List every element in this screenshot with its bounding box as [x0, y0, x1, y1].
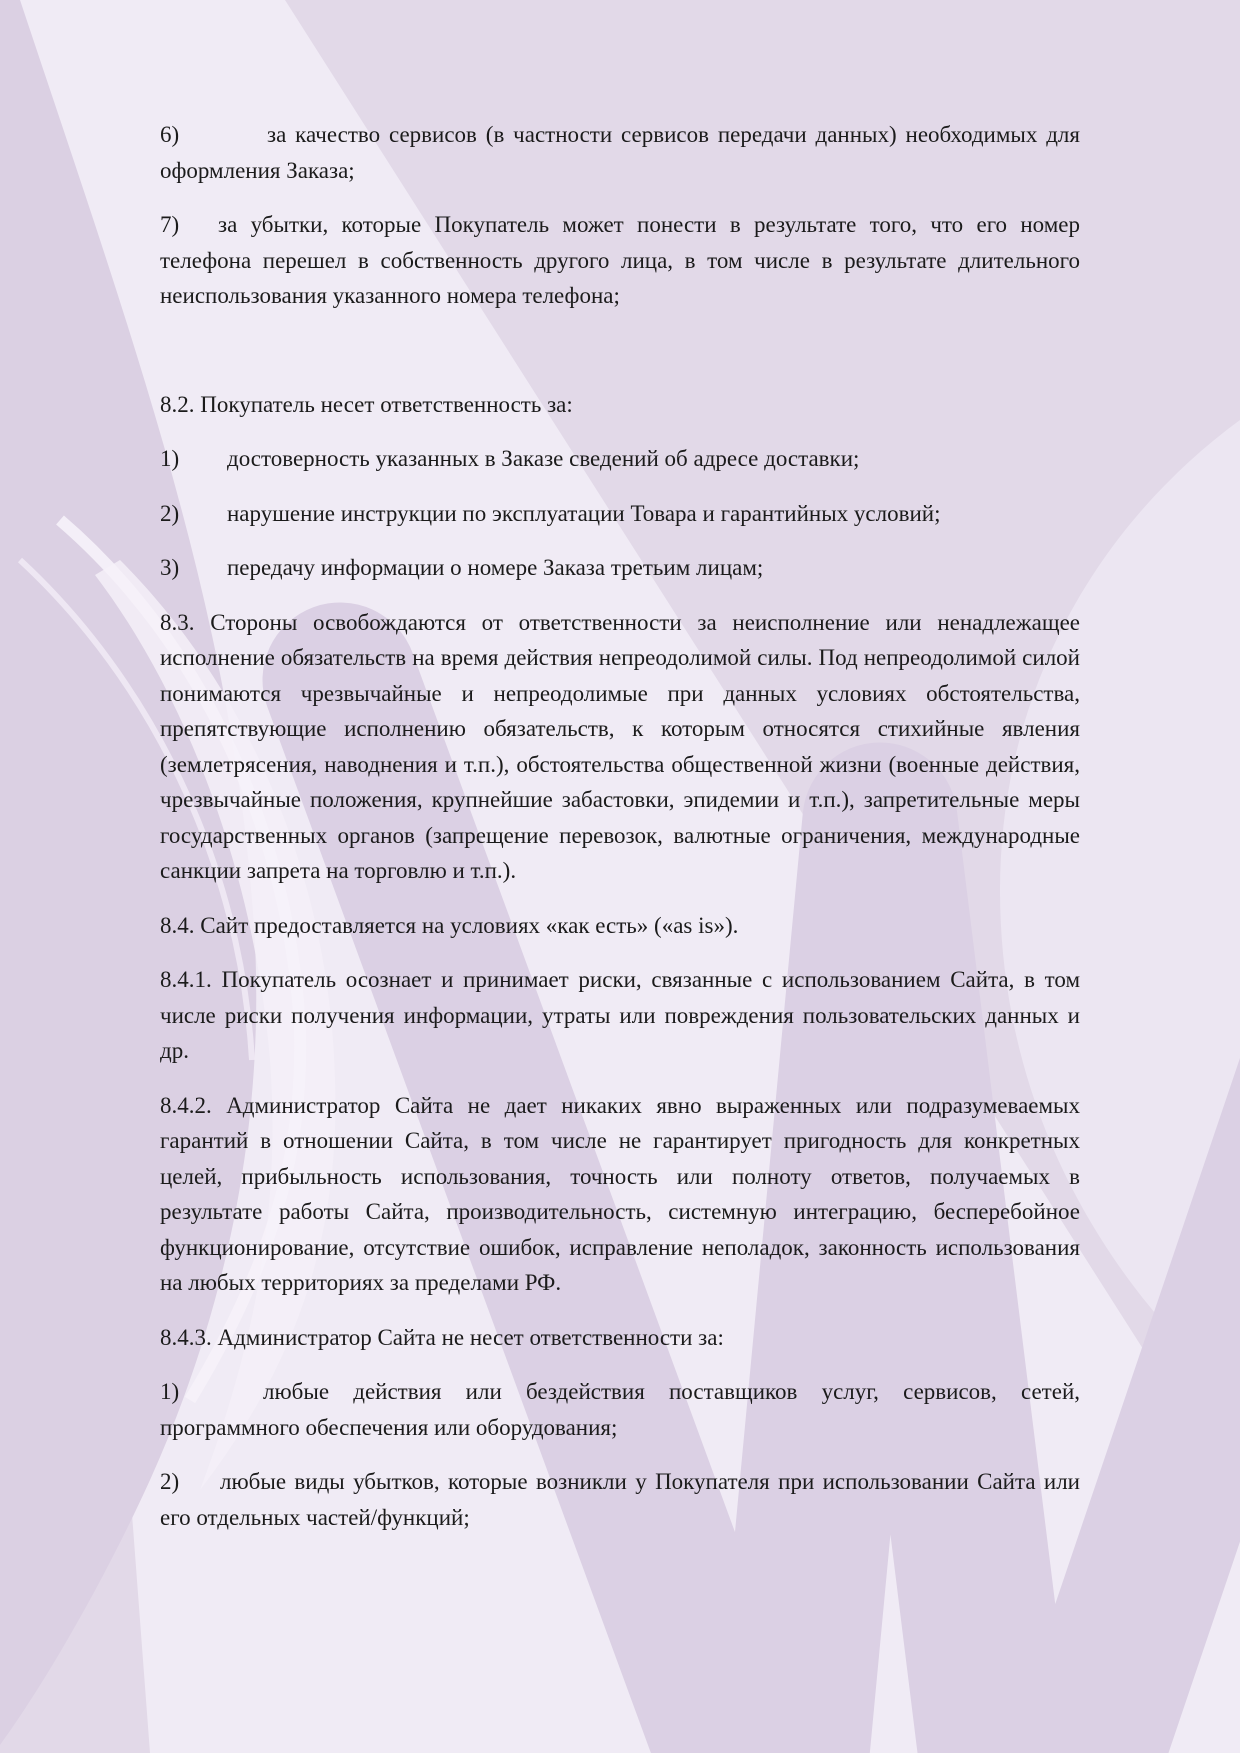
paragraph-8-4-3 [160, 1320, 1080, 1356]
paragraph-text: 8.4.3. Администратор Сайта не несет ответственности за: [160, 1324, 724, 1350]
paragraph-text: за убытки, которые Покупатель может понести в результате того, что его номер телефона перешел в собственность другого лица, в том числе в результате длительного неиспользования указанного номера телефона; [160, 212, 1080, 308]
paragraph-text: 8.3. Стороны освобождаются от ответственности за неисполнение или ненадлежащее исполнение обязательств на время действия непреодолимой силы. Под непреодолимой силой понимаются чрезвычайные и непреодолимые при данных условиях обстоятельства, препятствующие исполнению обязательств, к которым относятся стихийные явления (землетрясения, наводнения и т.п.), обстоятельства общественной жизни (военные действия, чрезвычайные положения, крупнейшие забастовки, эпидемии и т.п.), запретительные меры государственных органов (запрещение перевозок, валютные ограничения, международные санкции запрета на торговлю и т.п.). [160, 609, 1080, 883]
paragraph-text: за качество сервисов (в частности сервисов передачи данных) необходимых для оформления Заказа; [160, 122, 1080, 183]
paragraph-text: достоверность указанных в Заказе сведений об адресе доставки; [227, 446, 860, 471]
paragraph-text: любые действия или бездействия поставщиков услуг, сервисов, сетей, программного обеспечения или оборудования; [160, 1379, 1080, 1440]
paragraph-8-2-item-3 [160, 550, 1080, 586]
list-number: 6) [160, 122, 180, 147]
paragraph-8-2-item-1 [160, 441, 1080, 477]
paragraph-8-4-3-item-2 [160, 1464, 1080, 1535]
paragraph-8-3 [160, 605, 1080, 889]
paragraph-item-7 [160, 207, 1080, 314]
list-number: 3) [160, 555, 180, 580]
paragraph-item-6 [160, 117, 1080, 188]
list-number: 1) [160, 446, 180, 471]
list-number: 2) [160, 500, 180, 526]
paragraph-text: 8.2. Покупатель несет ответственность за: [160, 391, 573, 417]
list-number: 1) [160, 1379, 180, 1404]
paragraph-text: любые виды убытков, которые возникли у Покупателя при использовании Сайта или его отдельных частей/функций; [160, 1469, 1080, 1530]
blank-line [160, 333, 1080, 387]
paragraph-8-2 [160, 387, 1080, 423]
paragraph-8-2-item-2 [160, 496, 1080, 532]
paragraph-text: 8.4. Сайт предоставляется на условиях «как есть» («as is»). [160, 912, 739, 938]
list-number: 2) [160, 1469, 180, 1494]
paragraph-8-4-2 [160, 1088, 1080, 1301]
paragraph-text: нарушение инструкции по эксплуатации Товара и гарантийных условий; [227, 500, 941, 526]
list-number: 7) [160, 212, 180, 237]
paragraph-text: 8.4.1. Покупатель осознает и принимает риски, связанные с использованием Сайта, в том числе риски получения информации, утраты или повреждения пользовательских данных и др. [160, 967, 1080, 1063]
paragraph-text: 8.4.2. Администратор Сайта не дает никаких явно выраженных или подразумеваемых гарантий в отношении Сайта, в том числе не гарантирует пригодность для конкретных целей, прибыльность использования, точность или полноту ответов, получаемых в результате работы Сайта, производительность, системную интеграцию, бесперебойное функционирование, отсутствие ошибок, исправление неполадок, законность использования на любых территориях за пределами РФ. [160, 1092, 1080, 1295]
paragraph-8-4 [160, 908, 1080, 944]
paragraph-text: передачу информации о номере Заказа третьим лицам; [227, 555, 764, 580]
paragraph-8-4-1 [160, 962, 1080, 1069]
paragraph-8-4-3-item-1 [160, 1374, 1080, 1445]
